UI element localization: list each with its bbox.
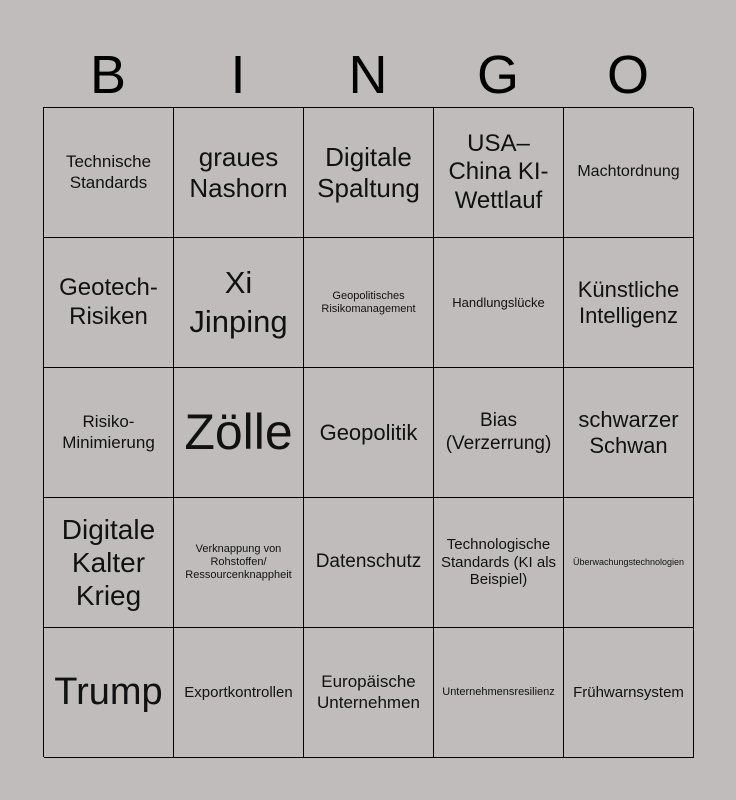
bingo-cell[interactable]: Xi Jinping [174,238,304,368]
bingo-cell[interactable]: Geotech-Risiken [44,238,174,368]
header-letter-n: N [348,45,388,105]
bingo-cell[interactable]: Digitale Spaltung [304,108,434,238]
bingo-cell[interactable]: Geopolitisches Risikomanagement [304,238,434,368]
bingo-cell[interactable]: Technologische Standards (KI als Beispiel) [434,498,564,628]
bingo-cell[interactable]: graues Nashorn [174,108,304,238]
bingo-cell[interactable]: Frühwarnsystem [564,628,694,758]
bingo-cell[interactable]: Handlungslücke [434,238,564,368]
bingo-cell[interactable]: Datenschutz [304,498,434,628]
bingo-cell[interactable]: Zölle [174,368,304,498]
bingo-cell[interactable]: Bias (Verzerrung) [434,368,564,498]
bingo-cell[interactable]: Technische Standards [44,108,174,238]
header-letter-b: B [89,45,127,105]
header-letter-g: G [476,45,519,105]
bingo-cell[interactable]: Digitale Kalter Krieg [44,498,174,628]
bingo-cell[interactable]: Geopolitik [304,368,434,498]
bingo-cell[interactable]: Europäische Unternehmen [304,628,434,758]
bingo-cell[interactable]: USA–China KI-Wettlauf [434,108,564,238]
bingo-cell[interactable]: Machtordnung [564,108,694,238]
bingo-cell[interactable]: Künstliche Intelligenz [564,238,694,368]
bingo-board [43,107,693,757]
bingo-cell[interactable]: Trump [44,628,174,758]
bingo-header [43,44,693,106]
header-letter-o: O [606,45,649,105]
bingo-cell[interactable]: Verknappung von Rohstoffen/ Ressourcenknappheit [174,498,304,628]
bingo-cell[interactable]: Exportkontrollen [174,628,304,758]
bingo-cell[interactable]: Risiko-Minimierung [44,368,174,498]
bingo-cell[interactable]: schwarzer Schwan [564,368,694,498]
bingo-cell[interactable]: Unternehmensresilienz [434,628,564,758]
header-letter-i: I [230,45,246,105]
bingo-cell[interactable]: Überwachungstechnologien [564,498,694,628]
